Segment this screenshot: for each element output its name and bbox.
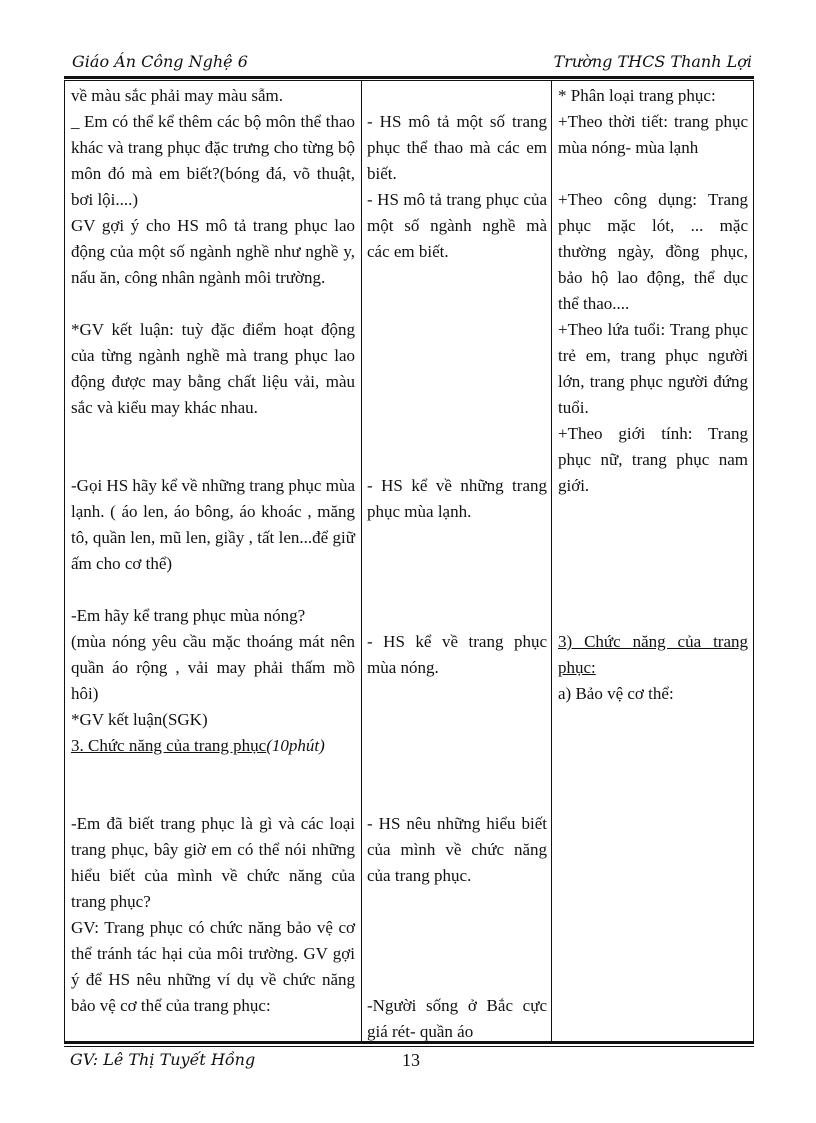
- c3-paragraph: +Theo lứa tuổi: Trang phục trẻ em, trang phục người lớn, trang phục người đứng tuổi.: [558, 320, 748, 417]
- c3-paragraph: +Theo công dụng: Trang phục mặc lót, ... mặc thường ngày, đồng phục, bảo hộ lao động, thể dục thể thao....: [558, 190, 748, 313]
- footer-teacher-name: GV: Lê Thị Tuyết Hồng: [70, 1050, 256, 1069]
- footer-rule: [64, 1041, 754, 1044]
- c1-paragraph: _ Em có thể kể thêm các bộ môn thể thao khác và trang phục đặc trưng cho từng bộ môn đó mà em biết?(bóng đá, võ thuật, bơi lội....): [71, 112, 355, 209]
- section-heading: [71, 733, 355, 759]
- c2-paragraph: - HS kể về trang phục mùa nóng.: [367, 632, 547, 677]
- c1-paragraph: *GV kết luận: tuỳ đặc điểm hoạt động của từng ngành nghề mà trang phục lao động được may bằng chất liệu vải, màu sắc và kiểu may khác nhau.: [71, 320, 355, 417]
- c1-paragraph: -Em đã biết trang phục là gì và các loại trang phục, bây giờ em có thể nói những hiểu biết của mình về chức năng của trang phục?: [71, 814, 355, 911]
- c3-paragraph: * Phân loại trang phục:: [558, 86, 716, 105]
- c1-paragraph: GV gợi ý cho HS mô tả trang phục lao động của một số ngành nghề như nghề y, nấu ăn, công nhân ngành môi trường.: [71, 216, 355, 287]
- c3-section-heading: 3) Chức năng của trang phục:: [558, 632, 748, 677]
- c1-paragraph: về màu sắc phải may màu sẫm.: [71, 86, 283, 105]
- content-column: [552, 81, 753, 1041]
- footer-rule-thin: [64, 1046, 754, 1047]
- section-heading-text: 3. Chức năng của trang phục: [71, 736, 267, 755]
- c1-paragraph: -Em hãy kể trang phục mùa nóng?: [71, 606, 306, 625]
- c1-paragraph: GV: Trang phục có chức năng bảo vệ cơ thể tránh tác hại của môi trường. GV gợi ý để HS nêu những ví dụ về chức năng bảo vệ cơ thể của trang phục:: [71, 918, 355, 1015]
- header-rule: [64, 76, 754, 79]
- c2-paragraph: - HS nêu những hiểu biết của mình về chức năng của trang phục.: [367, 814, 547, 885]
- page-number: 13: [402, 1050, 420, 1070]
- c1-paragraph: -Gọi HS hãy kể về những trang phục mùa lạnh. ( áo len, áo bông, áo khoác , măng tô, quần len, mũ len, giầy , tất len...để giữ ấm cho cơ thể): [71, 476, 355, 573]
- c1-paragraph: *GV kết luận(SGK): [71, 710, 208, 729]
- c2-paragraph: - HS kể về những trang phục mùa lạnh.: [367, 476, 547, 521]
- header-school-name: Trường THCS Thanh Lợi: [553, 52, 752, 71]
- c2-paragraph: - HS mô tả một số trang phục thể thao mà các em biết.: [367, 112, 547, 183]
- c2-paragraph: - HS mô tả trang phục của một số ngành nghề mà các em biết.: [367, 190, 547, 261]
- page-header: [70, 52, 754, 78]
- lesson-table: [64, 80, 754, 1042]
- student-activity-column: [362, 81, 552, 1041]
- header-subject-title: Giáo Án Công Nghệ 6: [72, 52, 248, 71]
- c1-paragraph: (mùa nóng yêu cầu mặc thoáng mát nên quần áo rộng , vải may phải thấm mồ hôi): [71, 632, 355, 703]
- c3-paragraph: +Theo thời tiết: trang phục mùa nóng- mùa lạnh: [558, 112, 748, 157]
- section-time: (10phút): [266, 736, 325, 755]
- c3-paragraph: a) Bảo vệ cơ thể:: [558, 684, 674, 703]
- c2-paragraph: -Người sống ở Bắc cực giá rét- quần áo: [367, 996, 547, 1041]
- teacher-activity-column: [65, 81, 362, 1041]
- c3-paragraph: +Theo giới tính: Trang phục nữ, trang phục nam giới.: [558, 424, 748, 495]
- page-footer: [70, 1048, 754, 1074]
